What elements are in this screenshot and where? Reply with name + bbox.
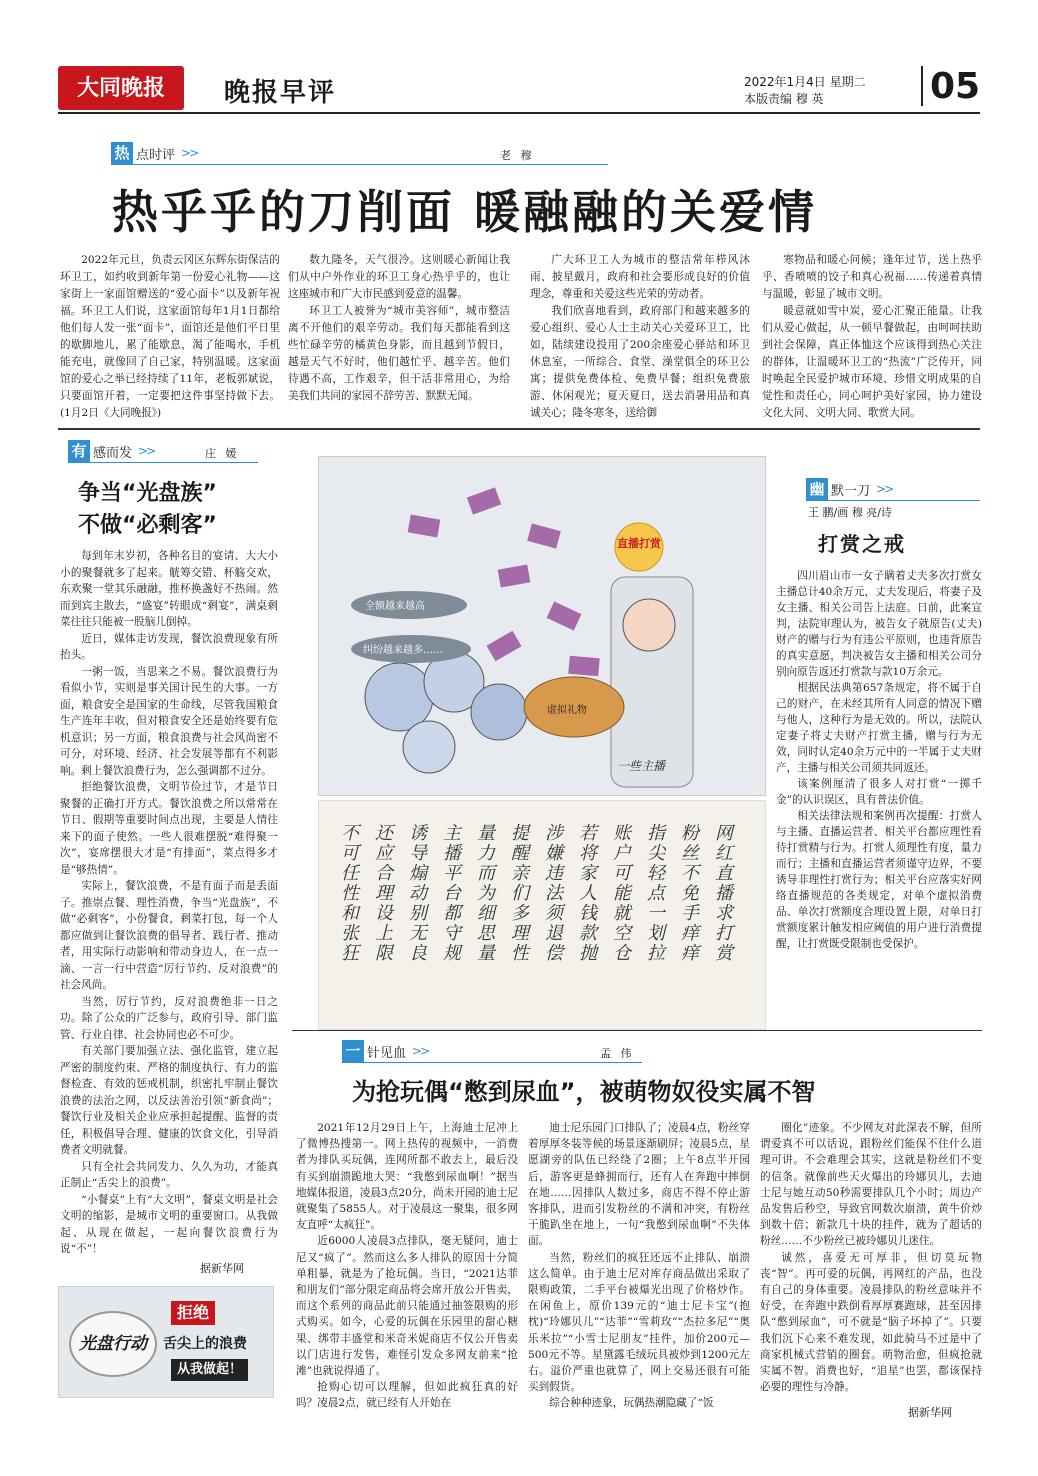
poem-line: 指尖轻点一划拉 <box>644 823 665 963</box>
poem-box <box>318 800 766 1030</box>
article1-col3: 广大环卫工人为城市的整洁常年栉风沐雨、披星戴月，政府和社会要形成良好的价值理念，尊重和关爱这些光荣的劳动者。 我们欣喜地看到，政府部门和越来越多的爱心组织、爱心人士主动关心关爱环卫工，比如，陆续建设投用了200余座爱心驿站和环卫休息室，一所综合、食堂、澡堂俱全的环卫公寓；提供免费体检、免费早餐；组织免费旅游、休闲观光；夏天夏日，送去消暑用品和真诚关心；隆冬寒冬，送给御 <box>530 254 750 419</box>
section-rule <box>58 428 980 430</box>
cartoon-illustration <box>318 456 766 796</box>
promo-line1: 拒绝 <box>171 1301 215 1325</box>
column-tag-feelings <box>68 440 154 462</box>
tag-underline <box>806 500 980 501</box>
tag-underline <box>68 462 258 463</box>
article3-body: 四川眉山市一女子瞒着丈夫多次打赏女主播总计40余万元，丈夫发现后，将妻子及女主播、相关公司告上法庭。日前，此案宣判，法院审理认为，被告女子就原告(丈夫)财产的赠与行为有违公平原则，也违背原告的真实意愿，判决被告女主播和相关公司分别向原告返还打赏款与款10万余元。 根据民法典第657条规定，将不属于自己的财产，在未经其所有人同意的情况下赠与他人，这种行为是无效的。所以，法院认定妻子将丈夫财产打赏主播，赠与行为无效，同时认定40余万元中的一半属于丈夫财产，主播与相关公司须共同返还。 该案例厘清了很多人对打赏“一掷千金”的认识误区，具有普法价值。 相关法律法规和案例再次提醒：打赏人与主播、直播运营者、相关平台都应理性看待打赏精与行为。打赏人须理性有度，量力而行；主播和直播运营者须谨守边界，不要诱导非理性打赏行为；相关平台应落实好网络直播规范的各类规定，对单个虚拟消费品、单次打赏额度合理设置上限，对单日打赏额度累计触发相应阈值的用户进行消费提醒，让打赏既受限制也受保护。 <box>776 570 982 950</box>
tag-rest: 针见血 <box>367 1045 407 1061</box>
article4-col3: 圈化”迹象。不少网友对此深表不解，但所谓爱真不可以话说，跟粉丝们能保不住什么道理可讲。不会难理会其实，这就是粉丝们不变的信条。就像前些天火爆出的玲娜贝儿，去迪士尼与她互动50秒需要排队几个小时；周边产品发售后秒空，导致官网数次崩溃，黄牛价炒到数十倍；新款几十块的挂件，就为了超话的粉丝……不少粉丝已被玲娜贝儿迷住。 诚然，喜爱无可厚非，但切莫玩物丧“智”。再可爱的玩偶，再网红的产品，也没有自己的身体重要。凌晨排队的粉丝意味并不好受，在奔跑中跌倒看厚厚赛跑球，甚至因排队“憋到尿血”，可不就是“脑子坏掉了”。只要我们沉下心来不难发现，如此骑马不过是中了商家机械式营销的圈套。萌物治愈，但疯抢就实属不智。消费也好，“追星”也罢，都该保持必要的理性与冷静。 <box>760 1122 982 1394</box>
article2-source: 据新华网 <box>200 1262 244 1275</box>
section-title: 晚报早评 <box>224 78 337 108</box>
promo-line2: 舌尖上的浪费 <box>163 1336 247 1352</box>
article4-headline: 为抢玩偶“憋到尿血”，被萌物奴役实属不智 <box>352 1078 816 1106</box>
poem-line: 网红直播求打赏 <box>712 823 733 963</box>
tag-char: 热 <box>111 142 133 164</box>
tag-underline <box>342 1062 642 1063</box>
tag-char: 幽 <box>806 478 828 500</box>
poem-line: 量力而为细思量 <box>474 823 495 963</box>
article3-headline: 打赏之戒 <box>818 532 906 556</box>
poem-line: 还应合理设上限 <box>372 823 393 963</box>
brush-text: 光盘行动 <box>69 1311 157 1377</box>
poem-line: 提醒亲们多理性 <box>508 823 529 963</box>
article1-col4: 寒物品和暖心问候；逢年过节，送上热乎乎、香喷喷的饺子和真心祝福……传递着真情与温暖，彰显了城市文明。 暖意就如雪中炭，爱心汇聚正能量。让我们从爱心做起，从一顿早餐做起，由呵呵扶助到社会保障，真正体恤这个应该得到热心关注的群体，让温暖环卫工的“热流”广泛传开，同时唤起全民爱护城市环境、珍惜文明成果的自觉性和责任心，同心呵护美好家园，协力建设文化大同、文明大同、歌赏大同。 <box>762 254 982 419</box>
issue-meta <box>744 74 866 108</box>
article2-body: 每到年末岁初，各种名目的宴请、大大小小的聚餐就多了起来。觥筹交错、杯觞交欢，东欢聚一堂其乐融融，推杯换盏好不热闹。然而到宾主散去，“盛宴”转眼成“剩宴”，满桌剩菜往往只能被一股脑儿倒掉。 近日，媒体走访发现，餐饮浪费现象有所抬头。 一粥一饭，当思来之不易。餐饮浪费行为看似小节，实则是事关国计民生的大事。一方面，粮食安全是国家的生命线，尽管我国粮食生产连年丰收，但对粮食安全还是始终要有危机意识；另一方面，粮食浪费与社会风尚密不可分，对环境、经济、社会发展等都有不利影响。剩上餐饮浪费行为，怎么强调都不过分。 拒绝餐饮浪费，文明节俭过节，才是节日聚餐的正确打开方式。餐饮浪费之所以常常在节日、假期等重要时间点出现，主要是人情往来下的面子使然。一些人很难摆脱“难得聚一次”，宴席摆很大才是“有排面”，菜点得多才是“够热情”。 实际上，餐饮浪费，不是有面子而是丢面子。推崇点餐、理性消费，争当“光盘族”，不做“必剩客”，小份餐食，剩菜打包，每一个人都应做到让餐饮浪费的倡导者、践行者、推动者，用实际行动影响和带动身边人，在一点一滴、一言一行中营造“厉行节约、反对浪费”的社会风尚。 当然，厉行节约，反对浪费绝非一日之功。除了公众的广泛参与，政府引导、部门监管、行业自律、社会协同也必不可少。 有关部门要加强立法、强化监管，建立起严密的制度约束、严格的制度执行、有力的监督检查、有效的惩戒机制，织密扎牢制止餐饮浪费的法治之网，以反法善治引领“新食尚”；餐饮行业及相关企业应承担起提醒、监督的责任，积极倡导合理、健康的饮食文化，引导消费者文明就餐。 只有全社会共同发力、久久为功，才能真正制止“舌尖上的浪费”。 “小餐桌”上有“大文明”，餐桌文明是社会文明的缩影，是城市文明的重要窗口。从我做起、从现在做起，一起向餐饮浪费行为说“不”！ <box>60 550 278 1255</box>
streamer-face <box>623 599 675 651</box>
article1-col2: 数九隆冬，天气很冷。这则暖心新闻让我们从中户外作业的环卫工身心热乎乎的，也让这座城市和广大市民感到爱意的温馨。 环卫工人被誉为“城市美容师”，城市整洁离不开他们的艰辛劳动。我们每天都能看到这些忙碌辛劳的橘黄色身影，而且越到节假日，越是天气不好时，他们越忙乎、越辛苦。他们待遇不高，工作艰辛，但干活非常用心，为给美我们共同的家园不辞劳苦、默默无闻。 <box>288 254 510 402</box>
page-number: 05 <box>930 66 981 107</box>
poem-line: 主播平台都守规 <box>440 823 461 963</box>
poem-line: 账户可能就空仓 <box>610 823 631 963</box>
column-tag-incisive <box>342 1040 428 1062</box>
column-tag-humor <box>806 478 892 500</box>
article4-col1: 2021年12月29日上午，上海迪士尼冲上了微博热搜第一。网上热传的视频中，一消费者为排队买玩偶，连网所都不敢去上，最后没有买到崩溃跪地大哭：“我憋到尿血啊！”据当地媒体报道，凌晨3点20分，尚未开园的迪士尼就聚集了5855人。对于凌晨这一聚集，很多网友直呼“太疯狂”。 近6000人凌晨3点排队，毫无疑问，迪士尼又“疯了”。然而这么多人排队的原因十分简单粗暴，就是为了抢玩偶。当日，“2021达菲和朋友们”部分限定商品将会席开放公开售卖，而这个系列的商品此前只能通过抽签限购的形式购买。如今，心爱的玩偶在乐园里的甜心糖果、绑带丰盛堂和米奇米妮商店不仅公开售卖以门店进行发售，难怪引发众多网友前来“抢滩”也就说得通了。 抢购心切可以理解，但如此疯狂真的好吗？凌晨2点，就已经有人开始在 <box>296 1122 518 1410</box>
issue-date: 2022年1月4日 星期二 <box>744 75 866 89</box>
promo-line3: 从我做起！ <box>171 1359 248 1381</box>
article4-author: 孟 伟 <box>600 1047 635 1060</box>
header-rule <box>58 112 980 114</box>
chevrons-icon: >> <box>876 482 893 496</box>
tag-rest: 点时评 <box>136 147 176 163</box>
chevrons-icon: >> <box>412 1044 429 1058</box>
bubble1-text: 全额越来越高 <box>365 601 425 612</box>
article2-headline: 争当“光盘族” 不做“必剩客” <box>78 481 217 538</box>
article1-author: 老 穆 <box>500 149 535 162</box>
chevrons-icon: >> <box>181 146 198 160</box>
header-separator <box>921 66 923 106</box>
chevrons-icon: >> <box>138 444 155 458</box>
cartoon-drawing <box>319 457 766 796</box>
tag-underline <box>111 164 608 165</box>
poem-line: 若将家人钱款抛 <box>576 823 597 963</box>
sign-label: 直播打赏 <box>617 537 661 550</box>
article3-byline: 王 鹏/画 穆 亮/诗 <box>808 506 892 519</box>
tag-rest: 默一刀 <box>831 483 871 499</box>
article1-headline: 热乎乎的刀削面 暖融融的关爱情 <box>112 185 818 239</box>
article4-col2: 迪士尼乐园门口排队了；凌晨4点，粉丝穿着厚厚冬装等候的场景逐渐刷屏；凌晨5点，星愿湖旁的队伍已经绕了2圈；上午8点半开园后，游客更是蜂拥而行，还有人在奔跑中摔倒在地……因排队人数过多，商店不得不停止游客排队，进而引发粉丝的不满和冲突，有粉丝干脆趴坐在地上，一句“我憋到尿血啊”不失体面。 当然，粉丝们的疯狂还远不止排队、崩溃这么简单。由于迪士尼对库存商品做出采取了限购政策，二手平台被爆光出现了价格炒作。在闲鱼上，原价139元的“迪士尼卡宝”(抱枕)“玲娜贝儿”“达菲”“雪莉玫”“杰拉多尼”“奥乐米拉”“小雪士尼朋友”挂件，加价200元—500元不等。星黛露毛绒玩具被炒到1200元左右。溢价严重也就算了，网上交易还很有可能买到假货。 综合种种迹象，玩偶热潮隐藏了“饭 <box>528 1122 750 1410</box>
bubble2-text: 纠纷越来越多…… <box>363 645 443 656</box>
issue-editor: 本版责编 穆 英 <box>744 92 824 106</box>
tag-char: 有 <box>68 440 90 462</box>
column-tag-hot-comment <box>111 142 197 164</box>
poem-line: 粉丝不免手痒痒 <box>678 823 699 963</box>
article2-author: 庄 媛 <box>205 447 240 460</box>
article1-col1: 2022年元旦，负责云冈区东辉东街保洁的环卫工，如约收到新年第一份爱心礼物——这家街上一家面馆赠送的“爱心面卡”以及新年祝福。环卫工人们说，这家面馆每年1月1日都给他们每人发一张“面卡”，面馆还是他们平日里的歇脚地儿，累了能歇息，渴了能喝水，手机能充电，就像回了自己家，特别温暖。这家面馆的爱心之举已经持续了11年，老板郭斌说，只要面馆开着，一定要把这件事坚持做下去。(1月2日《大同晚报》) <box>60 254 280 419</box>
section-rule-2 <box>292 1030 982 1031</box>
poem-line: 诱导煽动别无良 <box>406 823 427 963</box>
tag-rest: 感而发 <box>93 445 133 461</box>
bowl-label: 虚拟礼物 <box>547 705 587 716</box>
promo-banner <box>58 1286 274 1398</box>
article4-source: 据新华网 <box>908 1406 952 1419</box>
newspaper-logo: 大同晚报 <box>58 66 184 110</box>
poem-columns <box>335 823 735 963</box>
poem-line: 涉嫌违法须退偿 <box>542 823 563 963</box>
poem-line: 不可任性和张狂 <box>338 823 359 963</box>
tag-char: 一 <box>342 1040 364 1062</box>
phone-label: 一些主播 <box>617 759 666 773</box>
